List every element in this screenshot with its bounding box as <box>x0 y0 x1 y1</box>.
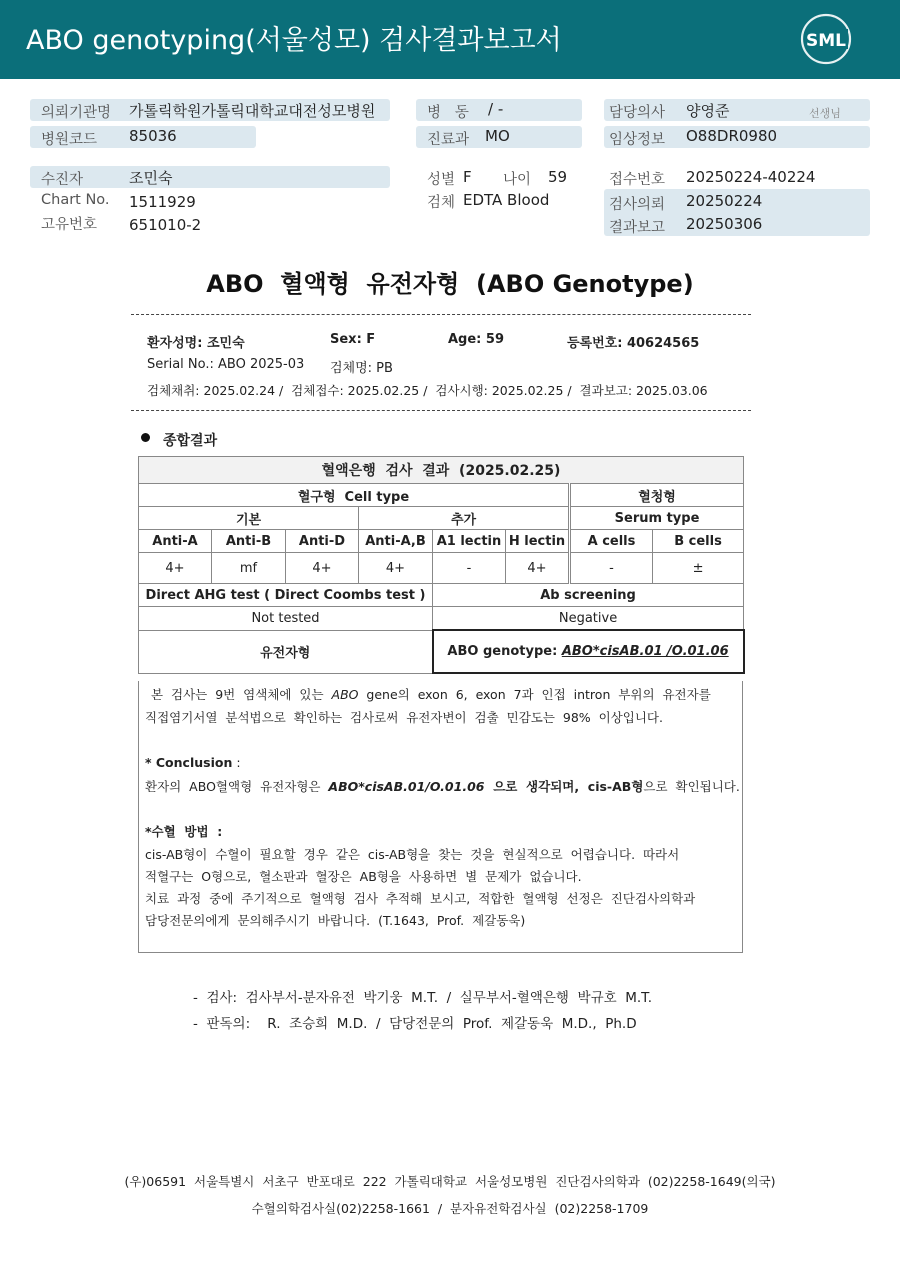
patient-box <box>30 166 390 188</box>
lab-phones: 수혈의학검사실(02)2258-1661 / 분자유전학검사실 (02)2258-1709 <box>251 1201 649 1216</box>
col-anti-d: Anti-D <box>286 530 359 553</box>
serial-no: Serial No.: ABO 2025-03 <box>147 357 305 372</box>
conclusion-heading-line <box>145 755 241 770</box>
chart-label: Chart No. <box>41 192 110 208</box>
patient-sex: Sex: F <box>330 332 376 347</box>
specimen-name: 검체명: PB <box>330 361 393 376</box>
transfusion-line-1: cis-AB형이 수혈이 필요할 경우 같은 cis-AB형을 찾는 것을 현실적으로 어렵습니다. 따라서 <box>145 847 680 862</box>
unique-label: 고유번호 <box>41 217 98 233</box>
test-dates: 검체채취: 2025.02.24 / 검체접수: 2025.02.25 / 검사시행: 2025.02.25 / 결과보고: 2025.03.06 <box>147 383 708 398</box>
col-h-lectin: H lectin <box>506 530 570 553</box>
request-value: 20250224 <box>686 192 763 210</box>
doctor-label: 담당의사 <box>609 105 666 121</box>
genotype-result <box>433 630 744 673</box>
age-value: 59 <box>548 168 568 186</box>
patient-age: Age: 59 <box>448 332 504 347</box>
conclusion-heading: * Conclusion <box>145 755 233 770</box>
basic-header: 기본 <box>139 507 359 530</box>
genotype-value: ABO*cisAB.01 /O.01.06 <box>561 644 729 659</box>
conclusion-b: ABO*cisAB.01/O.01.06 <box>328 779 485 794</box>
dat-value: Not tested <box>139 607 433 631</box>
col-anti-a: Anti-A <box>139 530 212 553</box>
serum-type-header-en: Serum type <box>570 507 744 530</box>
dat-header: Direct AHG test ( Direct Coombs test ) <box>139 584 433 607</box>
sex-label: 성별 <box>427 172 456 188</box>
hospital-code-label: 병원코드 <box>41 132 98 148</box>
specimen-value: EDTA Blood <box>463 191 550 209</box>
cell-type-header: 혈구형 Cell type <box>139 484 570 507</box>
method-line-1a: 본 검사는 9번 염색체에 있는 <box>151 687 332 702</box>
transfusion-line-4: 담당전문의에게 문의해주시기 바랍니다. (T.1643, Prof. 제갈동욱) <box>145 913 526 928</box>
col-anti-ab: Anti-A,B <box>359 530 433 553</box>
patient-value: 조민숙 <box>129 169 173 187</box>
doctor-suffix: 선생님 <box>809 107 841 120</box>
report-header-title: ABO genotyping(서울성모) 검사결과보고서 <box>26 25 562 56</box>
ward-value: / - <box>488 100 504 118</box>
col-b-cells: B cells <box>653 530 744 553</box>
conclusion-a: 환자의 ABO혈액형 유전자형은 <box>145 779 329 794</box>
transfusion-line-2: 적혈구는 O형으로, 혈소판과 혈장은 AB형을 사용하면 별 문제가 없습니다. <box>145 869 582 884</box>
summary-heading: 종합결과 <box>163 433 218 449</box>
method-line-1c: gene의 exon 6, exon 7과 인접 intron 부위의 유전자를 <box>358 687 711 702</box>
genotype-label: 유전자형 <box>139 630 433 673</box>
val-anti-d: 4+ <box>286 553 359 584</box>
dashed-divider-bottom <box>131 410 751 411</box>
receipt-label: 접수번호 <box>609 172 666 188</box>
ab-screening-value: Negative <box>433 607 744 631</box>
dept-label: 진료과 <box>427 132 470 148</box>
val-anti-a: 4+ <box>139 553 212 584</box>
table-title: 혈액은행 검사 결과 (2025.02.25) <box>139 457 744 484</box>
patient-name: 환자성명: 조민숙 <box>147 336 245 351</box>
hospital-code-value: 85036 <box>129 127 177 145</box>
dept-value: MO <box>485 127 510 145</box>
logo-text: SML <box>806 31 846 51</box>
request-label: 검사의뢰 <box>609 197 666 213</box>
staff-line-1: - 검사: 검사부서-분자유전 박기웅 M.T. / 실무부서-혈액은행 박규호 M.T. <box>193 990 653 1006</box>
val-h-lectin: 4+ <box>506 553 570 584</box>
additional-header: 추가 <box>359 507 570 530</box>
chart-value: 1511929 <box>129 193 196 211</box>
method-line-2: 직접염기서열 분석법으로 확인하는 검사로써 유전자변이 검출 민감도는 98% 이상입니다. <box>145 710 663 725</box>
transfusion-heading: *수혈 방법 : <box>145 824 223 839</box>
age-label: 나이 <box>503 172 532 188</box>
val-a1-lectin: - <box>433 553 506 584</box>
report-label: 결과보고 <box>609 220 666 236</box>
report-value: 20250306 <box>686 215 763 233</box>
ab-screening-header: Ab screening <box>433 584 744 607</box>
institution-value: 가톨릭학원가톨릭대학교대전성모병원 <box>129 102 376 120</box>
val-b-cells: ± <box>653 553 744 584</box>
unique-value: 651010-2 <box>129 216 202 234</box>
ward-label: 병 동 <box>427 105 469 121</box>
report-title: ABO 혈액형 유전자형 (ABO Genotype) <box>206 270 694 298</box>
conclusion-colon: : <box>232 755 241 770</box>
method-line-1b: ABO <box>331 687 359 702</box>
method-line-1 <box>151 685 711 703</box>
dashed-divider-top <box>131 314 751 315</box>
col-a1-lectin: A1 lectin <box>433 530 506 553</box>
bullet-icon <box>141 433 150 442</box>
transfusion-line-3: 치료 과정 중에 주기적으로 혈액형 검사 추적해 보시고, 적합한 혈액형 선정은 진단검사의학과 <box>145 891 696 906</box>
col-anti-b: Anti-B <box>212 530 286 553</box>
patient-label: 수진자 <box>41 172 84 188</box>
serum-type-header-ko: 혈청형 <box>570 484 744 507</box>
val-a-cells: - <box>570 553 653 584</box>
clinical-value: O88DR0980 <box>686 127 778 145</box>
val-anti-b: mf <box>212 553 286 584</box>
conclusion-line <box>145 777 740 795</box>
institution-label: 의뢰기관명 <box>41 105 112 121</box>
conclusion-c: 으로 생각되며, cis-AB형 <box>484 779 644 794</box>
staff-line-2: - 판독의: R. 조승희 M.D. / 담당전문의 Prof. 제갈동욱 M.D., Ph.D <box>193 1016 637 1032</box>
hospital-address: (우)06591 서울특별시 서초구 반포대로 222 가톨릭대학교 서울성모병원 진단검사의학과 (02)2258-1649(의국) <box>124 1174 776 1189</box>
blood-bank-result-table <box>138 456 745 674</box>
genotype-prefix: ABO genotype: <box>447 644 562 659</box>
sex-value: F <box>463 168 472 186</box>
clinical-label: 임상정보 <box>609 132 666 148</box>
patient-reg-no: 등록번호: 40624565 <box>567 336 700 351</box>
val-anti-ab: 4+ <box>359 553 433 584</box>
sml-logo <box>798 12 854 66</box>
specimen-label: 검체 <box>427 195 456 211</box>
conclusion-d: 으로 확인됩니다. <box>643 779 740 794</box>
col-a-cells: A cells <box>570 530 653 553</box>
receipt-value: 20250224-40224 <box>686 168 816 186</box>
doctor-value: 양영준 <box>686 102 730 120</box>
